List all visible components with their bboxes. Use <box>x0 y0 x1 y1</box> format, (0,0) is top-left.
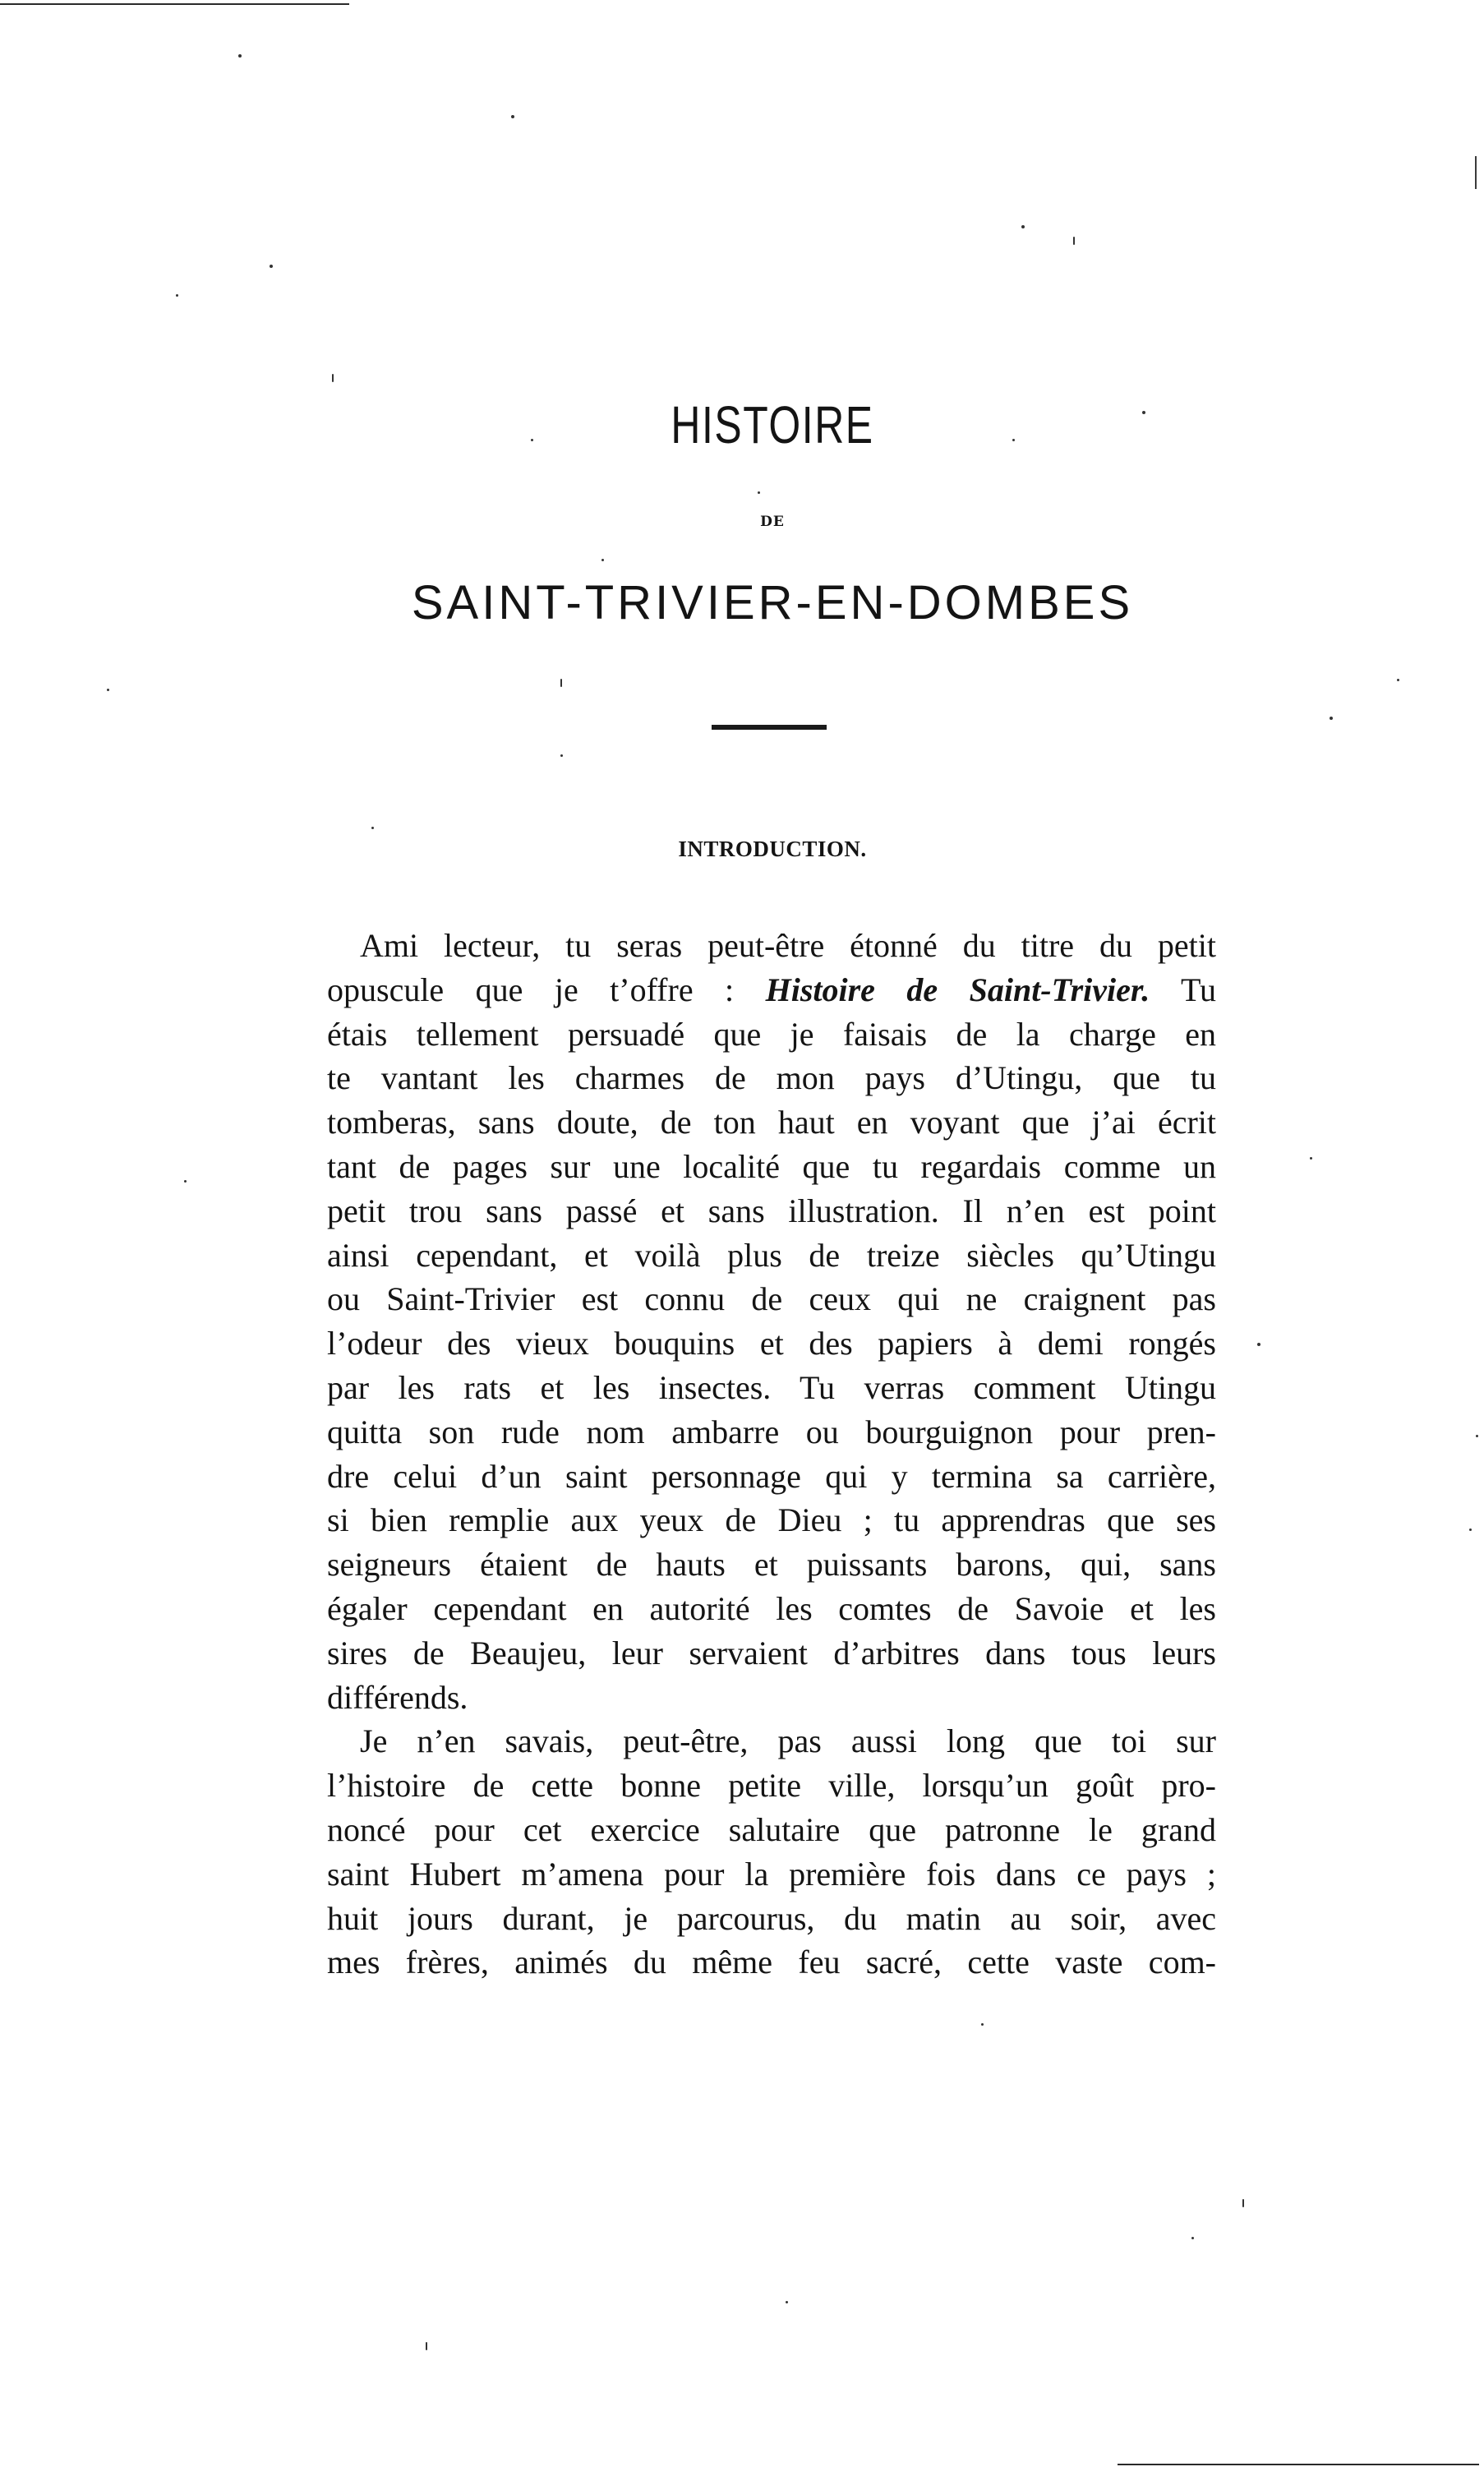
text-line-part: Tu <box>1150 971 1216 1008</box>
scan-edge-mark <box>1475 156 1477 189</box>
scan-speck <box>176 294 178 297</box>
text-line: tant de pages sur une localité que tu regardais comme un <box>327 1147 1216 1185</box>
text-line: égaler cependant en autorité les comtes de Savoie et les <box>327 1589 1216 1627</box>
text-line: l’histoire de cette bonne petite ville, lorsqu’un goût pro- <box>327 1767 1216 1805</box>
text-line: petit trou sans passé et sans illustration. Il n’en est point <box>327 1192 1216 1229</box>
text-line: ou Saint-Trivier est connu de ceux qui ne craignent pas <box>327 1280 1216 1318</box>
text-line-part: opuscule que je t’offre : <box>327 971 766 1008</box>
text-line: différends. <box>327 1678 468 1716</box>
body-text <box>327 924 1216 1985</box>
text-line: Ami lecteur, tu seras peut-être étonné du titre du petit <box>360 927 1216 964</box>
text-line: mes frères, animés du même feu sacré, cette vaste com- <box>327 1943 1216 1981</box>
text-line: l’odeur des vieux bouquins et des papiers à demi rongés <box>327 1325 1216 1362</box>
scan-border-bottom <box>1118 2464 1479 2465</box>
place-title: SAINT-TRIVIER-EN-DOMBES <box>411 576 1134 629</box>
paragraph-1 <box>327 924 1216 1719</box>
scan-speck <box>786 2301 788 2303</box>
scan-speck <box>270 265 273 268</box>
text-line: te vantant les charmes de mon pays d’Utingu, que tu <box>327 1059 1216 1097</box>
scan-speck <box>107 689 109 691</box>
scan-speck <box>560 679 562 687</box>
scan-speck <box>758 491 760 494</box>
italic-book-title: Histoire de Saint-Trivier. <box>765 971 1150 1008</box>
text-line: ainsi cependant, et voilà plus de treize siècles qu’Utingu <box>327 1236 1216 1274</box>
paragraph-2 <box>327 1719 1216 1985</box>
text-line: si bien remplie aux yeux de Dieu ; tu apprendras que ses <box>327 1501 1216 1539</box>
scan-speck <box>511 115 514 118</box>
text-line: par les rats et les insectes. Tu verras comment Utingu <box>327 1368 1216 1406</box>
scan-speck <box>426 2342 427 2350</box>
title-divider <box>712 725 827 730</box>
section-heading: INTRODUCTION. <box>678 837 867 861</box>
scan-speck <box>1191 2237 1194 2239</box>
text-line <box>327 968 1216 1012</box>
text-line: huit jours durant, je parcourus, du matin au soir, avec <box>327 1899 1216 1937</box>
scan-speck <box>1073 237 1075 245</box>
text-line: sires de Beaujeu, leur servaient d’arbitres dans tous leurs <box>327 1634 1216 1671</box>
scan-speck <box>1310 1157 1312 1160</box>
scan-speck <box>1257 1343 1260 1346</box>
scan-speck <box>371 827 374 829</box>
scan-speck <box>184 1180 187 1183</box>
scan-speck <box>1397 679 1399 681</box>
text-line: saint Hubert m’amena pour la première fois dans ce pays ; <box>327 1855 1216 1893</box>
book-title: HISTOIRE <box>671 395 874 454</box>
scan-speck <box>1021 225 1025 228</box>
scan-speck <box>1469 1528 1472 1531</box>
scan-speck <box>1476 1435 1478 1437</box>
scan-speck <box>560 754 563 757</box>
text-line: noncé pour cet exercice salutaire que patronne le grand <box>327 1810 1216 1848</box>
scan-border-top <box>0 3 349 5</box>
title-preposition: DE <box>760 514 785 530</box>
text-line: étais tellement persuadé que je faisais de la charge en <box>327 1015 1216 1053</box>
scan-speck <box>332 374 334 382</box>
text-line: dre celui d’un saint personnage qui y termina sa carrière, <box>327 1457 1216 1495</box>
text-line: Je n’en savais, peut-être, pas aussi long que toi sur <box>360 1722 1216 1760</box>
text-line: tomberas, sans doute, de ton haut en voyant que j’ai écrit <box>327 1104 1216 1141</box>
scan-speck <box>238 54 242 58</box>
scan-speck <box>1330 717 1333 720</box>
text-line: seigneurs étaient de hauts et puissants barons, qui, sans <box>327 1546 1216 1584</box>
text-line: quitta son rude nom ambarre ou bourguignon pour pren- <box>327 1413 1216 1450</box>
scan-speck <box>1242 2199 1244 2207</box>
scan-speck <box>601 559 604 561</box>
scan-speck <box>981 2023 984 2026</box>
